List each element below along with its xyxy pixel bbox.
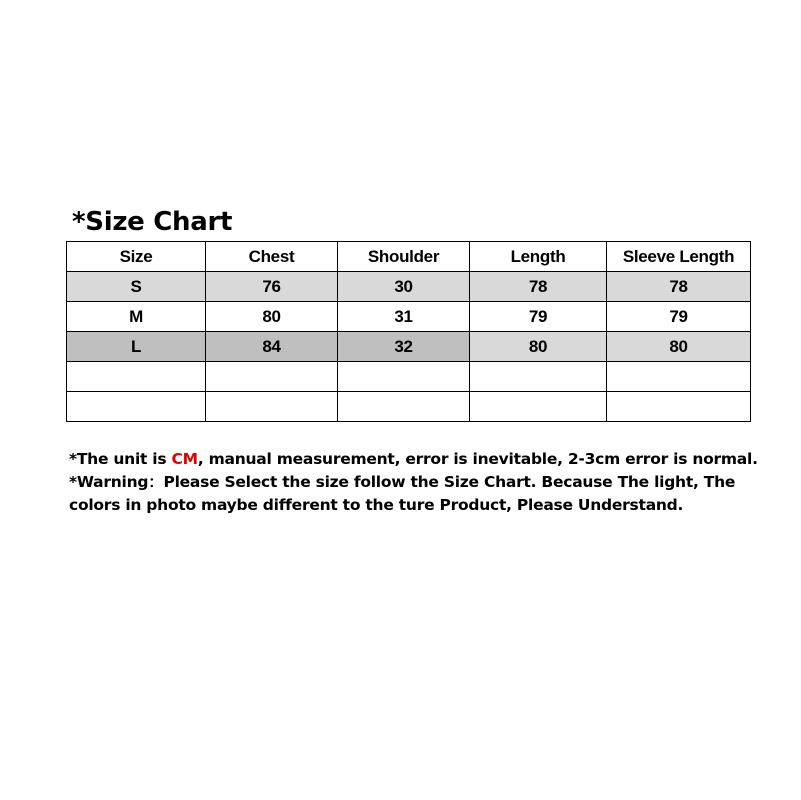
table-cell: 80 <box>206 302 338 332</box>
table-row <box>67 272 751 302</box>
table-cell: 76 <box>206 272 338 302</box>
table-cell: 78 <box>470 272 607 302</box>
table-cell: 80 <box>607 332 751 362</box>
table-cell: 79 <box>607 302 751 332</box>
size-chart-title: *Size Chart <box>72 207 233 237</box>
table-cell: 84 <box>206 332 338 362</box>
header-sleeve-length: Sleeve Length <box>607 242 751 272</box>
notes-block <box>69 448 789 517</box>
table-cell <box>607 392 751 422</box>
unit-note-prefix: *The unit is <box>69 450 172 468</box>
table-row <box>67 362 751 392</box>
table-cell <box>607 362 751 392</box>
header-chest: Chest <box>206 242 338 272</box>
table-cell: L <box>67 332 206 362</box>
warning-note: *Warning：Please Select the size follow the Size Chart. Because The light, The colors in photo maybe different to the ture Product, Please Understand. <box>69 473 736 514</box>
table-cell: 79 <box>470 302 607 332</box>
table-cell: 78 <box>607 272 751 302</box>
table-row <box>67 302 751 332</box>
table-cell: S <box>67 272 206 302</box>
table-cell <box>67 392 206 422</box>
table-cell <box>470 362 607 392</box>
table-cell: 32 <box>338 332 470 362</box>
table-cell <box>338 392 470 422</box>
table-cell: 31 <box>338 302 470 332</box>
size-table <box>66 241 751 422</box>
table-cell: 30 <box>338 272 470 302</box>
unit-highlight: CM <box>171 450 198 468</box>
table-cell <box>470 392 607 422</box>
table-cell <box>338 362 470 392</box>
header-shoulder: Shoulder <box>338 242 470 272</box>
unit-note <box>69 448 789 471</box>
unit-note-suffix: , manual measurement, error is inevitable, 2-3cm error is normal. <box>197 450 758 468</box>
table-cell <box>206 362 338 392</box>
table-cell <box>67 362 206 392</box>
table-cell: 80 <box>470 332 607 362</box>
table-header-row <box>67 242 751 272</box>
table-row <box>67 392 751 422</box>
table-row <box>67 332 751 362</box>
header-size: Size <box>67 242 206 272</box>
header-length: Length <box>470 242 607 272</box>
table-cell: M <box>67 302 206 332</box>
table-cell <box>206 392 338 422</box>
